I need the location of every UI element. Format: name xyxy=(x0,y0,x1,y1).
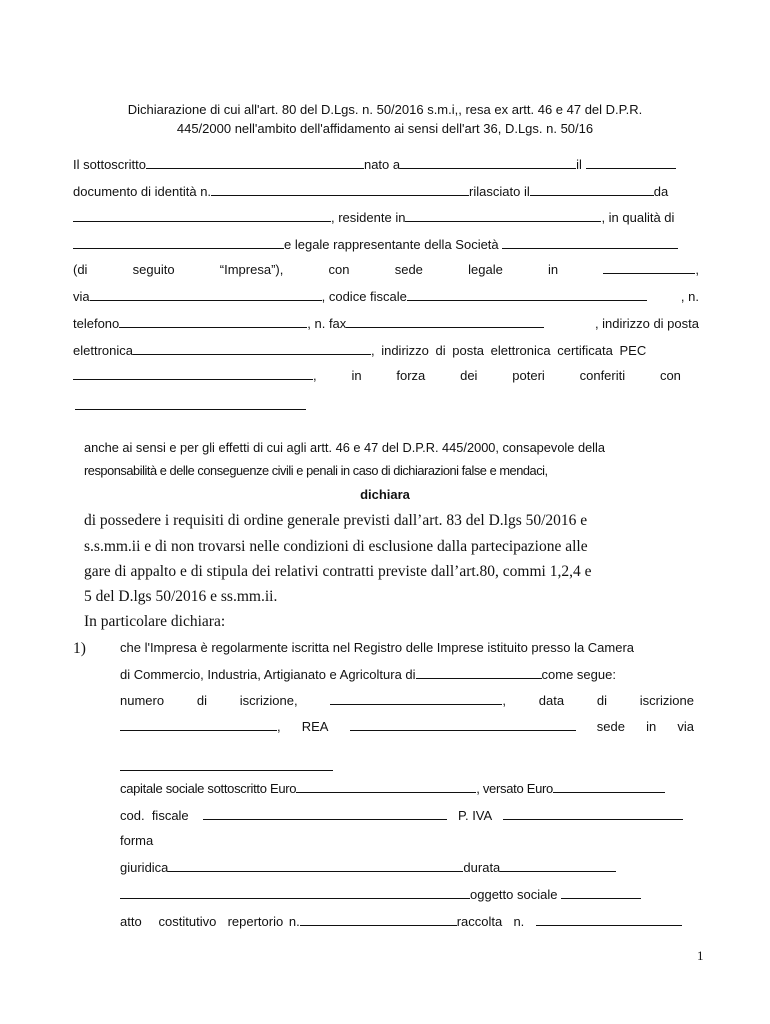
item-1-capitale xyxy=(120,780,665,796)
word-forza: forza xyxy=(396,368,426,383)
page-number: 1 xyxy=(697,948,704,963)
comma: , xyxy=(695,262,699,277)
field-sottoscritto[interactable] xyxy=(146,156,364,169)
field-capitale[interactable] xyxy=(296,780,476,793)
field-piva[interactable] xyxy=(503,807,683,820)
label-fax: , n. fax xyxy=(307,316,347,331)
comma: , xyxy=(313,368,317,383)
field-forma-giuridica[interactable] xyxy=(168,859,463,872)
field-codice-fiscale[interactable] xyxy=(407,288,647,301)
word-con: con xyxy=(659,368,681,383)
title-line-1: Dichiarazione di cui all'art. 80 del D.Lgs. n. 50/2016 s.m.i,, resa ex artt. 46 e 47 del D.P.R. xyxy=(127,102,643,117)
label-telefono: telefono xyxy=(73,316,120,331)
word-seguito: seguito xyxy=(132,262,175,277)
word-giuridica: giuridica xyxy=(120,860,169,875)
word-cod: cod. xyxy=(120,808,145,823)
form-line-6 xyxy=(73,288,699,304)
label-oggetto-sociale: oggetto sociale xyxy=(470,887,558,902)
label-pec: , indirizzo di posta elettronica certificata PEC xyxy=(370,343,647,358)
label-in-qualita-di: , in qualità di xyxy=(601,210,675,225)
word-poteri: poteri xyxy=(512,368,545,383)
form-line-2 xyxy=(73,183,668,199)
field-cod-fiscale[interactable] xyxy=(203,807,447,820)
label-capitale: capitale sociale sottoscritto Euro xyxy=(120,781,297,796)
word-numero: numero xyxy=(120,693,165,708)
label-il: il xyxy=(576,157,582,172)
form-line-9 xyxy=(73,367,681,383)
word-impresa: “Impresa”), xyxy=(219,262,284,277)
item-1-line-3 xyxy=(120,692,694,708)
document-title xyxy=(40,100,730,138)
paragraph-line-1: di possedere i requisiti di ordine generale previsti dall’art. 83 del D.lgs 50/2016 e xyxy=(84,512,588,529)
word-repertorio: repertorio xyxy=(227,914,284,929)
word-via: via xyxy=(677,719,694,734)
form-line-5 xyxy=(73,261,699,277)
field-telefono[interactable] xyxy=(119,315,307,328)
form-line-8 xyxy=(73,342,646,358)
field-residenza[interactable] xyxy=(405,209,601,222)
item-1-atto xyxy=(120,913,682,929)
consapevole-line-2: responsabilità e delle conseguenze civili e penali in caso di dichiarazioni false e mendaci, xyxy=(84,463,548,478)
field-societa[interactable] xyxy=(502,236,678,249)
field-poteri[interactable] xyxy=(75,409,306,410)
field-numero-iscrizione[interactable] xyxy=(330,692,502,705)
label-sottoscritto: Il sottoscritto xyxy=(73,157,146,172)
label-raccolta: raccolta xyxy=(456,914,503,929)
word-costitutivo: costitutivo xyxy=(158,914,217,929)
label-legale-rappresentante: e legale rappresentante della Società xyxy=(284,237,499,252)
label-documento: documento di identità n. xyxy=(73,184,212,199)
item-1-giuridica xyxy=(120,859,616,875)
field-durata[interactable] xyxy=(500,859,616,872)
field-data-nascita[interactable] xyxy=(586,156,676,169)
label-indirizzo-posta: , indirizzo di posta xyxy=(594,316,699,331)
item-1-cod-fiscale xyxy=(120,807,683,823)
label-durata: durata xyxy=(463,860,501,875)
field-durata-cont[interactable] xyxy=(120,886,470,899)
field-sede-citta[interactable] xyxy=(603,261,695,274)
field-qualita[interactable] xyxy=(73,236,284,249)
form-line-3 xyxy=(73,209,674,225)
label-via: via xyxy=(73,289,90,304)
word-atto: atto xyxy=(120,914,142,929)
field-repertorio[interactable] xyxy=(300,913,457,926)
item-1-number: 1) xyxy=(73,640,86,657)
word-dei: dei xyxy=(460,368,478,383)
item-1-oggetto xyxy=(120,886,641,902)
field-pec[interactable] xyxy=(73,367,313,380)
label-versato: , versato Euro xyxy=(476,781,553,796)
paragraph-line-3: gare di appalto e di stipula dei relativi contratti previste dall’art.80, commi 1,2,4 e xyxy=(84,563,592,580)
dichiara-heading: dichiara xyxy=(360,487,410,502)
form-line-4 xyxy=(73,236,678,252)
label-camera-commercio: di Commercio, Industria, Artigianato e Agricoltura di xyxy=(120,667,416,682)
comma: , xyxy=(502,693,506,708)
field-email[interactable] xyxy=(133,342,371,355)
word-di: di xyxy=(196,693,207,708)
word-fiscale: fiscale xyxy=(151,808,189,823)
word-iscrizione: iscrizione, xyxy=(239,693,298,708)
word-legale: legale xyxy=(468,262,503,277)
item-1-line-1: che l'Impresa è regolarmente iscritta nel Registro delle Imprese istituito presso la Camera xyxy=(120,640,635,655)
paragraph-line-2: s.s.mm.ii e di non trovarsi nelle condizioni di esclusione dalla partecipazione alle xyxy=(84,538,588,555)
field-rea[interactable] xyxy=(350,718,576,731)
field-rilasciato-il[interactable] xyxy=(530,183,654,196)
word-in: in xyxy=(351,368,362,383)
label-elettronica: elettronica xyxy=(73,343,133,358)
word-sede: sede xyxy=(596,719,625,734)
word-iscrizione: iscrizione xyxy=(639,693,694,708)
word-n: n. xyxy=(513,914,525,929)
field-sede-via[interactable] xyxy=(120,770,333,771)
field-rilasciato-da[interactable] xyxy=(73,209,331,222)
field-versato[interactable] xyxy=(553,780,665,793)
item-1-line-2 xyxy=(120,666,616,682)
label-piva: P. IVA xyxy=(457,808,493,823)
field-nato-a[interactable] xyxy=(400,156,576,169)
word-data: data xyxy=(538,693,565,708)
comma: , xyxy=(277,719,281,734)
field-via[interactable] xyxy=(90,288,322,301)
label-come-segue: come segue: xyxy=(541,667,616,682)
item-1-line-4 xyxy=(120,718,694,734)
label-codice-fiscale: , codice fiscale xyxy=(321,289,407,304)
field-data-iscrizione[interactable] xyxy=(120,718,277,731)
field-camera-commercio[interactable] xyxy=(416,666,542,679)
label-nato-a: nato a xyxy=(363,157,401,172)
word-n: n. xyxy=(288,914,300,929)
form-line-7 xyxy=(73,315,699,331)
form-line-1 xyxy=(73,156,676,172)
consapevole-line-1: anche ai sensi e per gli effetti di cui agli artt. 46 e 47 del D.P.R. 445/2000, consapevole della xyxy=(84,440,605,455)
paragraph-line-4: 5 del D.lgs 50/2016 e ss.mm.ii. xyxy=(84,588,278,605)
label-rilasciato-il: rilasciato il xyxy=(469,184,530,199)
field-documento[interactable] xyxy=(211,183,469,196)
field-fax[interactable] xyxy=(346,315,544,328)
label-rea: REA xyxy=(301,719,329,734)
word-conferiti: conferiti xyxy=(579,368,626,383)
item-1-forma: forma xyxy=(120,833,154,848)
label-n: , n. xyxy=(680,289,699,304)
label-da: da xyxy=(653,184,669,199)
field-oggetto-sociale[interactable] xyxy=(561,886,641,899)
in-particolare: In particolare dichiara: xyxy=(84,613,226,630)
word-in: in xyxy=(548,262,559,277)
field-raccolta[interactable] xyxy=(536,913,682,926)
label-residente-in: , residente in xyxy=(331,210,406,225)
word-sede: sede xyxy=(394,262,423,277)
word-con: con xyxy=(328,262,350,277)
title-line-2: 445/2000 nell'ambito dell'affidamento ai sensi dell'art 36, D.Lgs. n. 50/16 xyxy=(176,121,594,136)
word-in: in xyxy=(646,719,657,734)
word-di: di xyxy=(596,693,607,708)
word-di: (di xyxy=(73,262,88,277)
